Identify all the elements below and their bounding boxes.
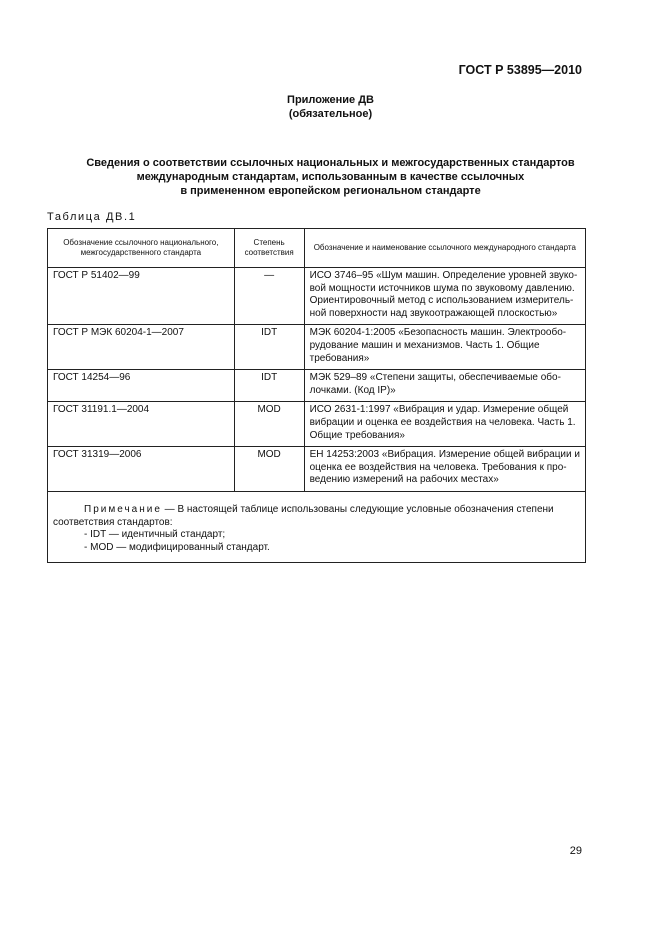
- national-standard-cell: ГОСТ 14254—96: [48, 370, 235, 402]
- international-standard-cell: МЭК 60204-1:2005 «Безопасность машин. Электрооборудование машин и механизмов. Часть 1. Общие требования»: [304, 325, 585, 370]
- header-national-standard: Обозначение ссылочного национального, межгосударственного стандарта: [48, 229, 235, 268]
- header-degree: Степень соответствия: [234, 229, 304, 268]
- document-title: [40, 156, 621, 198]
- appendix-status: (обязательное): [288, 108, 373, 120]
- table-note: [48, 491, 586, 562]
- note-list-item: - MOD — модифицированный стандарт.: [84, 541, 270, 553]
- title-line: в примененном европейском региональном стандарте: [180, 185, 481, 197]
- table-row: [48, 370, 586, 402]
- page-number: 29: [569, 845, 582, 857]
- national-standard-cell: ГОСТ Р МЭК 60204-1—2007: [48, 325, 235, 370]
- international-standard-cell: ИСО 3746–95 «Шум машин. Определение уровней звуковой мощности источников шума по звуковому давлению. Ориентировочный метод с использованием измерительной поверхности над звукоотражающей плоскостью»: [304, 268, 585, 325]
- national-standard-cell: ГОСТ 31191.1—2004: [48, 402, 235, 447]
- degree-cell: IDT: [234, 370, 304, 402]
- international-standard-cell: МЭК 529–89 «Степени защиты, обеспечиваемые оболочками. (Код IP)»: [304, 370, 585, 402]
- international-standard-cell: ИСО 2631-1:1997 «Вибрация и удар. Измерение общей вибрации и оценка ее воздействия на человека. Часть 1. Общие требования»: [304, 402, 585, 447]
- table-row: [48, 447, 586, 492]
- degree-cell: MOD: [234, 402, 304, 447]
- appendix-title: Приложение ДВ: [287, 94, 374, 106]
- correspondence-table: [47, 228, 586, 563]
- table-note-row: [48, 491, 586, 562]
- note-intro: [53, 504, 580, 529]
- note-list-item: - IDT — идентичный стандарт;: [84, 529, 226, 541]
- appendix-heading: [0, 93, 661, 121]
- table-row: [48, 402, 586, 447]
- note-label: Примечание: [84, 503, 162, 515]
- standard-code: ГОСТ Р 53895—2010: [458, 63, 582, 77]
- national-standard-cell: ГОСТ 31319—2006: [48, 447, 235, 492]
- table-row: [48, 268, 586, 325]
- table-caption: Таблица ДВ.1: [47, 211, 137, 223]
- header-international-standard: Обозначение и наименование ссылочного международного стандарта: [304, 229, 585, 268]
- degree-cell: —: [234, 268, 304, 325]
- table-row: [48, 325, 586, 370]
- title-line: Сведения о соответствии ссылочных национальных и межгосударственных стандартов: [86, 157, 575, 169]
- degree-cell: MOD: [234, 447, 304, 492]
- title-line: международным стандартам, использованным в качестве ссылочных: [136, 171, 525, 183]
- table-header-row: [48, 229, 586, 268]
- degree-cell: IDT: [234, 325, 304, 370]
- international-standard-cell: ЕН 14253:2003 «Вибрация. Измерение общей вибрации и оценка ее воздействия на человека. Требования к проведению измерений на рабочих местах»: [304, 447, 585, 492]
- note-text: — В настоящей таблице использованы следующие условные обозначения степени соответствия стандартов:: [53, 503, 554, 528]
- national-standard-cell: ГОСТ Р 51402—99: [48, 268, 235, 325]
